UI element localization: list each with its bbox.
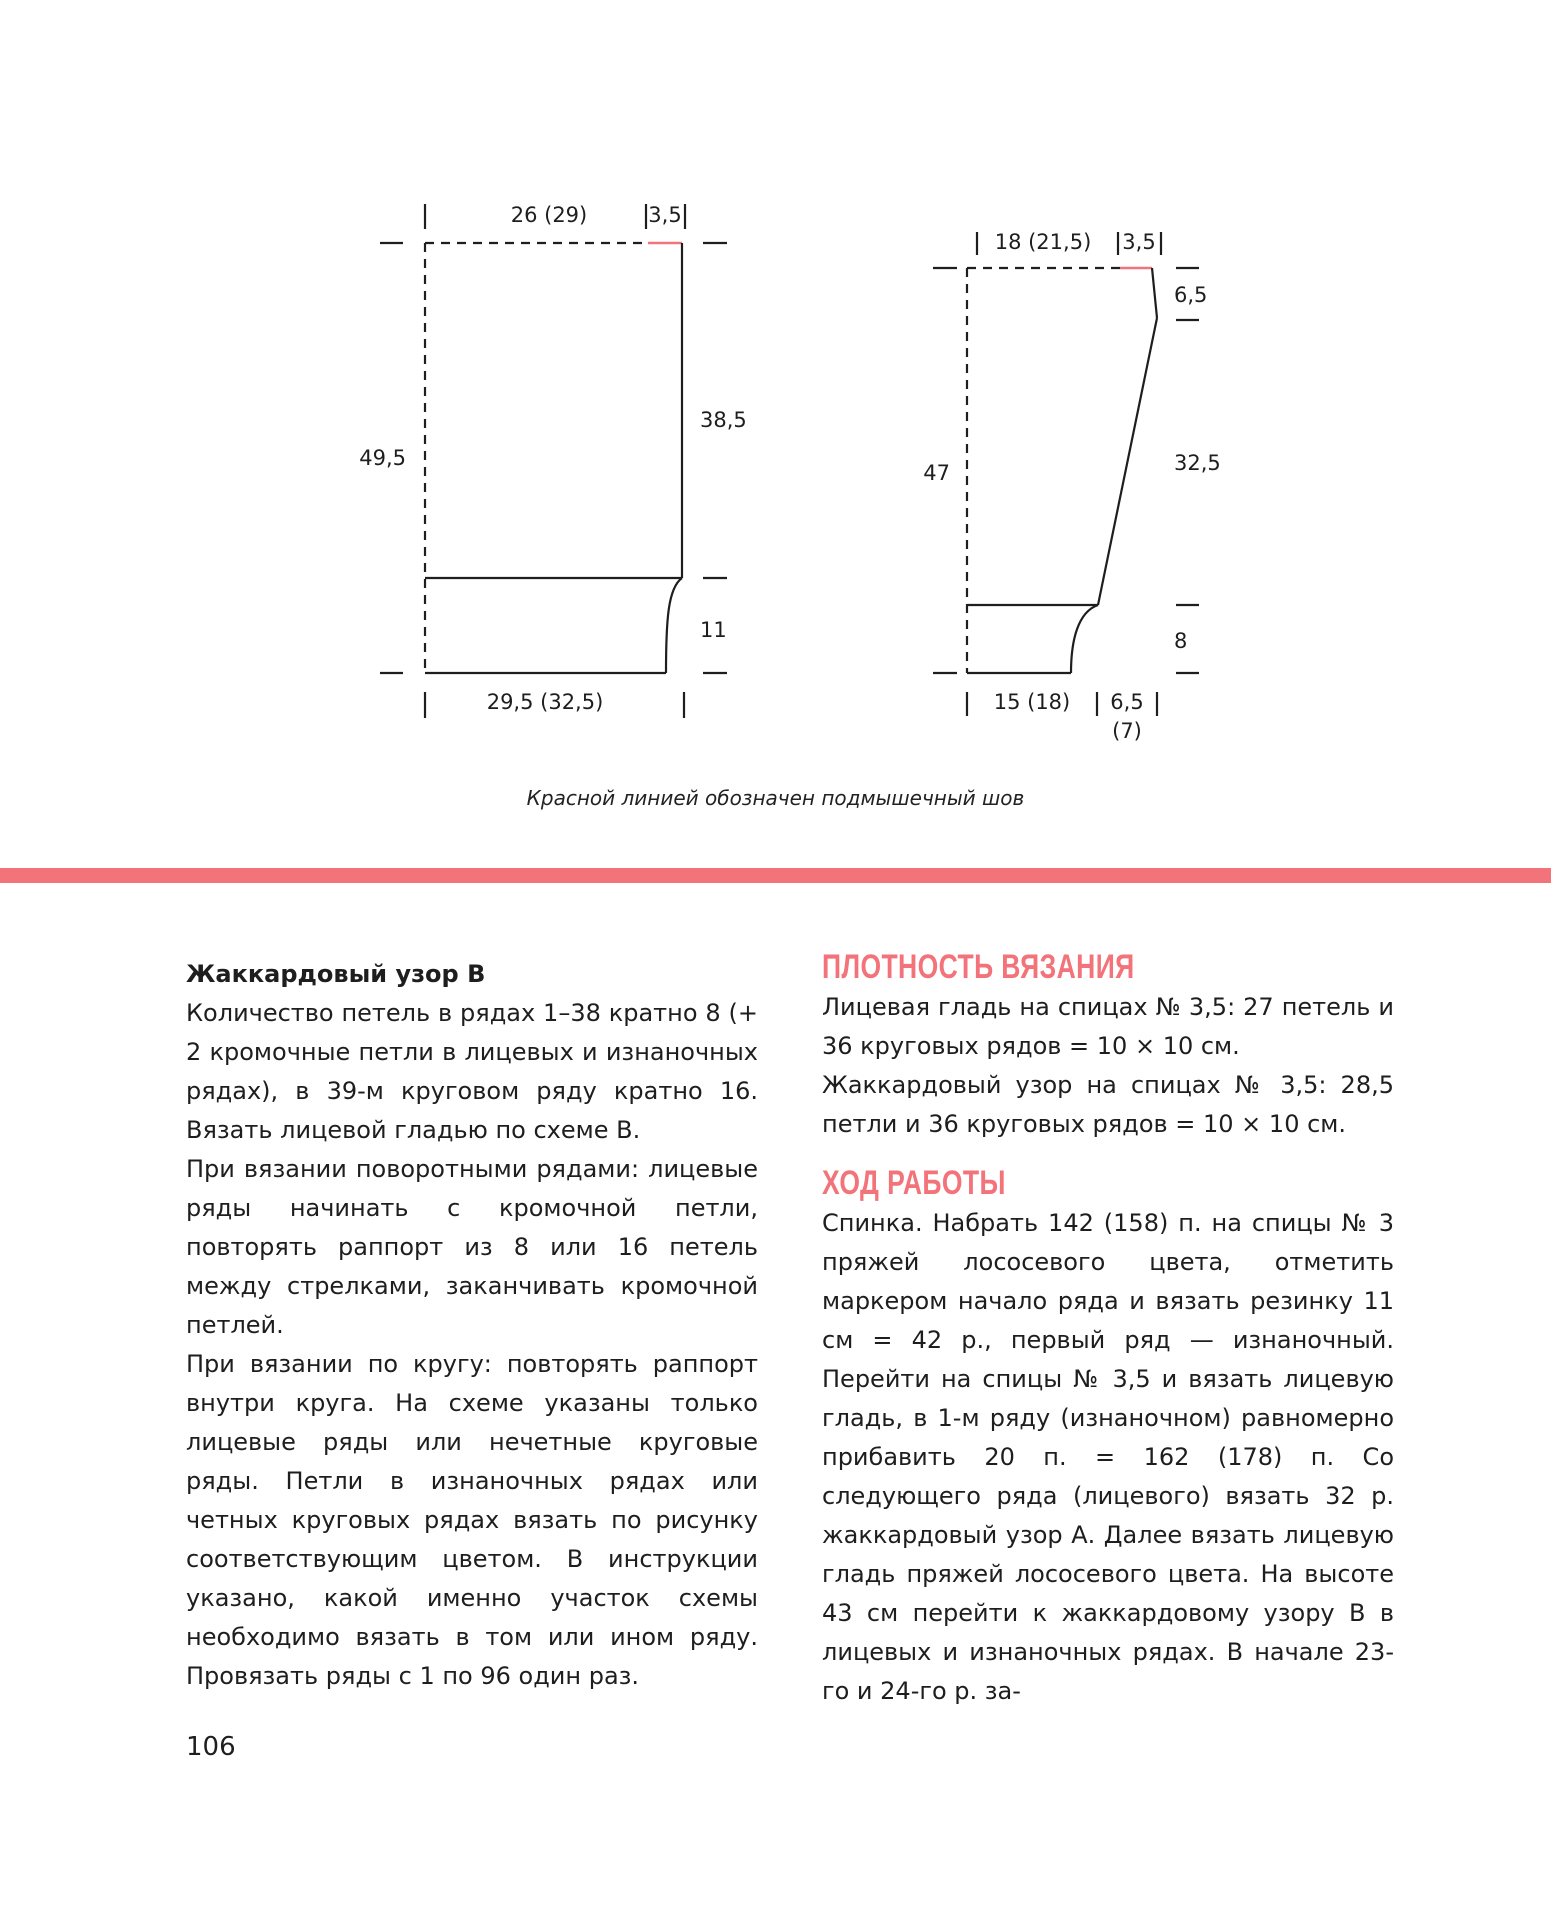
- back-total-height-label: 49,5: [359, 446, 406, 470]
- back-rib-curve: [666, 578, 682, 673]
- page-number: 106: [186, 1732, 236, 1762]
- sleeve-diagram: [933, 232, 1199, 716]
- sleeve-cap-line: [1152, 268, 1157, 318]
- gauge-paragraph: Жаккардовый узор на спицах № 3,5: 28,5 петли и 36 круговых рядов = 10 × 10 см.: [822, 1071, 1394, 1138]
- gauge-heading: ПЛОТНОСТЬ ВЯЗАНИЯ: [822, 948, 1135, 986]
- jacquard-heading: Жаккардовый узор В: [186, 960, 486, 988]
- sleeve-cap-height-label: 6,5: [1174, 283, 1208, 307]
- back-upper-height-label: 38,5: [700, 408, 747, 432]
- back-rib-height-label: 11: [700, 618, 727, 642]
- sleeve-total-height-label: 47: [923, 461, 950, 485]
- right-column: [822, 946, 1394, 1711]
- section-divider: [0, 868, 1551, 883]
- gauge-paragraph: Лицевая гладь на спицах № 3,5: 27 петель и 36 круговых рядов = 10 × 10 см.: [822, 993, 1394, 1060]
- work-heading: ХОД РАБОТЫ: [822, 1164, 1006, 1202]
- sleeve-cuff-height-label: 8: [1174, 629, 1188, 653]
- jacquard-paragraph: Количество петель в рядах 1–38 кратно 8 (+ 2 кромочные петли в лицевых и изнаночных рядах), в 39-м круговом ряду кратно 16. Вязать лицевой гладью по схеме В.: [186, 999, 758, 1144]
- sleeve-bottom-extra-alt-label: (7): [1112, 719, 1142, 743]
- sleeve-taper-line: [1098, 318, 1157, 605]
- sleeve-bottom-width-label: 15 (18): [993, 690, 1071, 714]
- work-paragraph: Спинка. Набрать 142 (158) п. на спицы № 3 пряжей лососевого цвета, отметить маркером начало ряда и вязать резинку 11 см = 42 р., первый ряд — изнаночный. Перейти на спицы № 3,5 и вязать лицевую гладь, в 1-м ряду (изнаночном) равномерно прибавить 20 п. = 162 (178) п. Со следующего ряда (лицевого) вязать 32 р. жаккардовый узор А. Далее вязать лицевую гладь пряжей лососевого цвета. На высоте 43 см перейти к жаккардовому узору В в лицевых и изнаночных рядах. В начале 23-го и 24-го р. за-: [822, 1209, 1394, 1705]
- back-bottom-width-label: 29,5 (32,5): [486, 690, 604, 714]
- sleeve-armhole-label: 3,5: [1122, 230, 1156, 254]
- jacquard-paragraph: При вязании поворотными рядами: лицевые ряды начинать с кромочной петли, повторять раппорт из 8 или 16 петель между стрелками, заканчивать кромочной петлей.: [186, 1155, 758, 1339]
- schematic-diagram: [0, 0, 1551, 770]
- left-column: [186, 955, 758, 1696]
- sleeve-top-width-label: 18 (21,5): [994, 230, 1092, 254]
- sleeve-bottom-extra-label: 6,5: [1110, 690, 1144, 714]
- back-piece-diagram: [380, 204, 727, 718]
- diagram-caption: Красной линией обозначен подмышечный шов: [526, 786, 1025, 810]
- sleeve-cuff-curve: [1071, 605, 1098, 673]
- back-armhole-label: 3,5: [648, 203, 682, 227]
- jacquard-paragraph: При вязании по кругу: повторять раппорт внутри круга. На схеме указаны только лицевые ряды или нечетные круговые ряды. Петли в изнаночных рядах или четных круговых рядах вязать по рисунку соответствующим цветом. В инструкции указано, какой именно участок схемы необходимо вязать в том или ином ряду. Провязать ряды с 1 по 96 один раз.: [186, 1350, 758, 1690]
- back-top-width-label: 26 (29): [510, 203, 588, 227]
- sleeve-taper-height-label: 32,5: [1174, 451, 1221, 475]
